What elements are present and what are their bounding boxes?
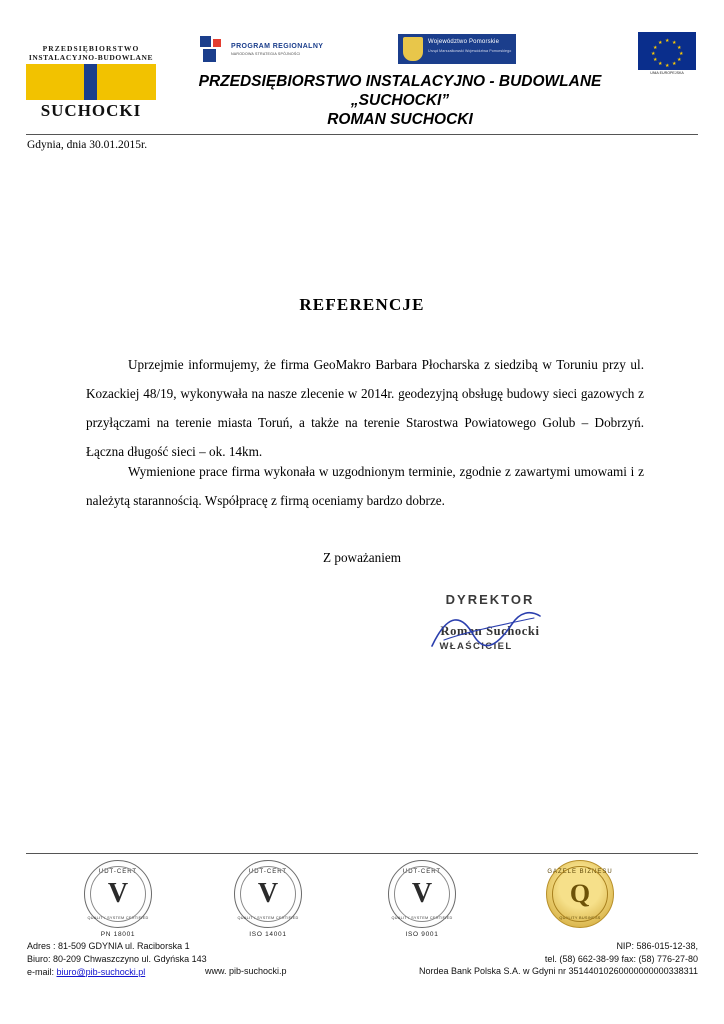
signature-block <box>400 592 580 652</box>
certification-seal-icon <box>388 860 456 928</box>
logo-company-name: SUCHOCKI <box>40 101 142 120</box>
eu-flag-icon: ★ ★ ★ ★ ★ ★ ★ ★ ★ ★ ★ ★ <box>638 32 696 70</box>
pomorskie-subtitle: Urząd Marszałkowski Województwa Pomorskiego <box>428 49 512 53</box>
program-regionalny-title: PROGRAM REGIONALNY <box>231 42 324 50</box>
footer-address: Adres : 81-509 GDYNIA ul. Raciborska 1 <box>27 941 190 951</box>
company-title-line-1: PRZEDSIĘBIORSTWO INSTALACYJNO - BUDOWLANE <box>198 73 602 90</box>
header-divider <box>26 134 698 135</box>
signature-title: DYREKTOR <box>445 592 535 607</box>
certificates-row <box>26 860 698 942</box>
closing-phrase: Z poważaniem <box>323 550 401 565</box>
certificate-issuer: UDT-CERT <box>98 869 138 875</box>
pomorskie-crest-icon <box>403 37 423 61</box>
body-paragraph-1: Uprzejmie informujemy, że firma GeoMakro Barbara Płocharska z siedzibą w Toruniu przy ul. Kozackiej 48/19, wykonywała na nasze zlecenie w 2014r. geodezyjną obsługę budowy sieci gazowych z przyłączami na terenie miasta Toruń, a także na terenie Starostwa Powiatowego Golub – Dobrzyń. Łączna długość sieci – ok. 14km. <box>86 357 644 459</box>
certificate-mark: Q <box>569 879 591 908</box>
certificate-badge <box>222 860 314 938</box>
certificate-badge <box>72 860 164 938</box>
place-and-date: Gdynia, dnia 30.01.2015r. <box>27 139 148 151</box>
program-regionalny-icon <box>200 36 226 62</box>
program-regionalny-subtitle: NARODOWA STRATEGIA SPÓJNOŚCI <box>231 51 301 56</box>
eu-logo <box>638 32 696 75</box>
company-logo <box>26 44 156 121</box>
certificate-caption: PN 18001 <box>100 931 136 938</box>
certificate-caption: ISO 14001 <box>249 931 287 938</box>
certificate-ring-text: QUALITY SYSTEM CERTIFIED <box>391 916 453 920</box>
letterhead <box>0 24 724 134</box>
certification-seal-icon <box>84 860 152 928</box>
company-title <box>170 72 630 129</box>
body-paragraph-2: Wymienione prace firma wykonała w uzgodnionym terminie, zgodnie z zawartymi umowami i z należytą starannością. Współpracę z firmą oceniamy bardzo dobrze. <box>86 464 644 508</box>
footer-phones: tel. (58) 662-38-99 fax: (58) 776-27-80 <box>544 954 698 964</box>
footer-contact-right <box>376 940 698 966</box>
footer-email-link[interactable]: biuro@pib-suchocki.pl <box>56 967 146 977</box>
footer-divider <box>26 853 698 854</box>
certificate-issuer: GAZELE BIZNESU <box>547 869 613 875</box>
certificate-mark: V <box>107 878 129 909</box>
footer-email-label: e-mail: <box>27 967 55 977</box>
logo-mark-icon <box>26 64 156 100</box>
eu-logo-caption: UNIA EUROPEJSKA <box>650 71 684 75</box>
logo-bar-icon <box>84 64 97 100</box>
certificate-ring-text: QUALITY SYSTEM CERTIFIED <box>237 916 299 920</box>
company-title-line-2: „SUCHOCKI” <box>350 92 450 109</box>
signature-role: WŁAŚCICIEL <box>439 641 513 652</box>
footer-nip: NIP: 586-015-12-38, <box>616 941 698 951</box>
logo-line-2: INSTALACYJNO-BUDOWLANE <box>28 53 154 62</box>
certificate-ring-text: QUALITY SYSTEM CERTIFIED <box>87 916 149 920</box>
certificate-mark: V <box>257 878 279 909</box>
footer-office: Biuro: 80-209 Chwaszczyno ul. Gdyńska 143 <box>27 954 207 964</box>
certificate-mark: V <box>411 878 433 909</box>
footer-website[interactable]: www. pib-suchocki.p <box>205 966 287 976</box>
certificate-issuer: UDT-CERT <box>402 869 442 875</box>
logo-line-1: PRZEDSIĘBIORSTWO <box>42 44 140 53</box>
certificate-badge <box>376 860 468 938</box>
certificate-ring-text: QUALITY BUSINESS <box>559 916 601 920</box>
page-title: REFERENCJE <box>299 295 425 314</box>
footer-contact-left <box>27 940 207 979</box>
signature-name: Roman Suchocki <box>440 624 540 638</box>
certification-seal-icon <box>234 860 302 928</box>
business-award-seal-icon <box>546 860 614 928</box>
pomorskie-title: Województwo Pomorskie <box>428 39 500 45</box>
certificate-issuer: UDT-CERT <box>248 869 288 875</box>
footer-bank-account: Nordea Bank Polska S.A. w Gdyni nr 35144010260000000000338311 <box>418 966 698 976</box>
company-title-line-3: ROMAN SUCHOCKI <box>327 111 473 128</box>
pomorskie-logo <box>398 34 516 64</box>
certificate-caption: ISO 9001 <box>405 931 439 938</box>
certificate-badge <box>534 860 626 931</box>
program-regionalny-logo <box>200 36 380 62</box>
